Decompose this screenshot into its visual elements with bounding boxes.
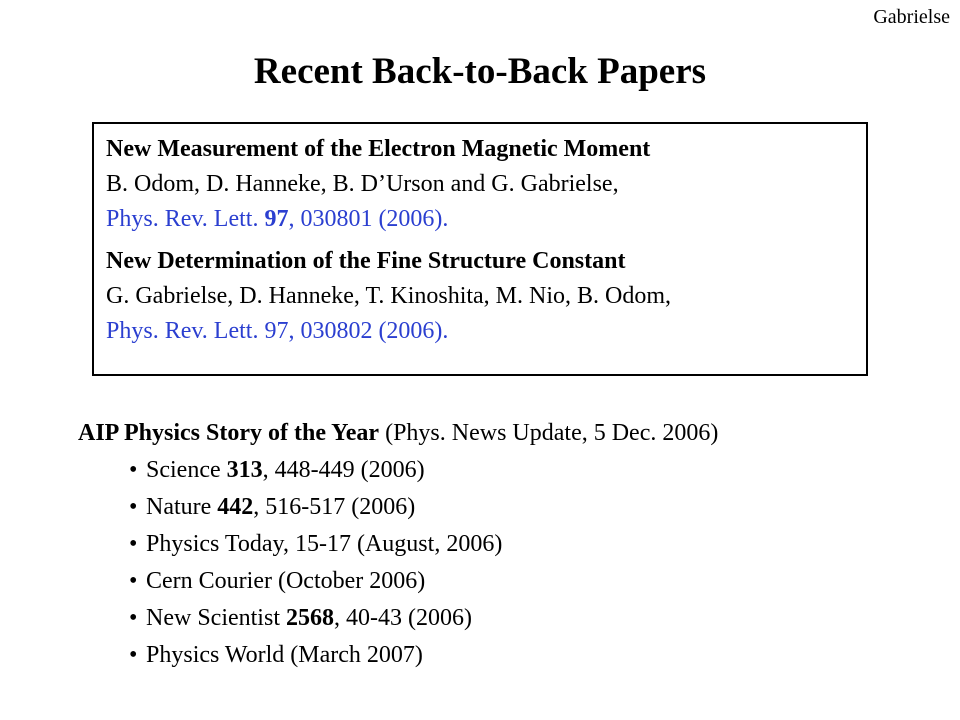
bullet: • (129, 457, 138, 483)
item-bold: 442 (217, 494, 254, 520)
bullet: • (129, 531, 138, 557)
list-item (129, 600, 718, 637)
paper-1-citation (106, 202, 856, 237)
item-text: Nature (146, 494, 218, 520)
story-heading-bold: AIP Physics Story of the Year (78, 420, 380, 446)
coverage-list (78, 452, 718, 674)
paper-1-journal: Phys. Rev. Lett. (106, 206, 265, 232)
paper-1-pages-year: , 030801 (2006). (288, 206, 449, 232)
paper-2-citation: Phys. Rev. Lett. 97, 030802 (2006). (106, 318, 449, 344)
story-section (78, 415, 718, 674)
list-item (129, 489, 718, 526)
item-text: New Scientist (146, 605, 286, 631)
item-text: Science (146, 457, 227, 483)
item-text: Physics Today, 15-17 (August, 2006) (146, 531, 503, 557)
list-item (129, 452, 718, 489)
item-text: Cern Courier (October 2006) (146, 568, 426, 594)
bullet: • (129, 494, 138, 520)
slide-title: Recent Back-to-Back Papers (253, 51, 707, 92)
paper-1-title: New Measurement of the Electron Magnetic Moment (106, 136, 651, 162)
item-text: Physics World (March 2007) (146, 642, 423, 668)
story-heading (78, 415, 718, 452)
paper-1 (106, 132, 856, 237)
item-rest: , 516-517 (2006) (253, 494, 416, 520)
paper-1-authors: B. Odom, D. Hanneke, B. D’Urson and G. Gabrielse, (106, 171, 619, 197)
bullet: • (129, 568, 138, 594)
item-bold: 2568 (285, 605, 334, 631)
item-rest: , 40-43 (2006) (333, 605, 472, 631)
list-item (129, 526, 718, 563)
paper-2-authors: G. Gabrielse, D. Hanneke, T. Kinoshita, M. Nio, B. Odom, (106, 283, 672, 309)
item-rest: , 448-449 (2006) (262, 457, 425, 483)
author-tag: Gabrielse (873, 6, 950, 28)
papers-box (92, 122, 868, 376)
item-bold: 313 (226, 457, 263, 483)
story-heading-rest: (Phys. News Update, 5 Dec. 2006) (379, 420, 719, 446)
bullet: • (129, 605, 138, 631)
paper-2-title: New Determination of the Fine Structure Constant (106, 248, 626, 274)
paper-2 (106, 244, 856, 349)
list-item (129, 563, 718, 600)
paper-1-volume: 97 (264, 206, 289, 232)
list-item (129, 637, 718, 674)
bullet: • (129, 642, 138, 668)
